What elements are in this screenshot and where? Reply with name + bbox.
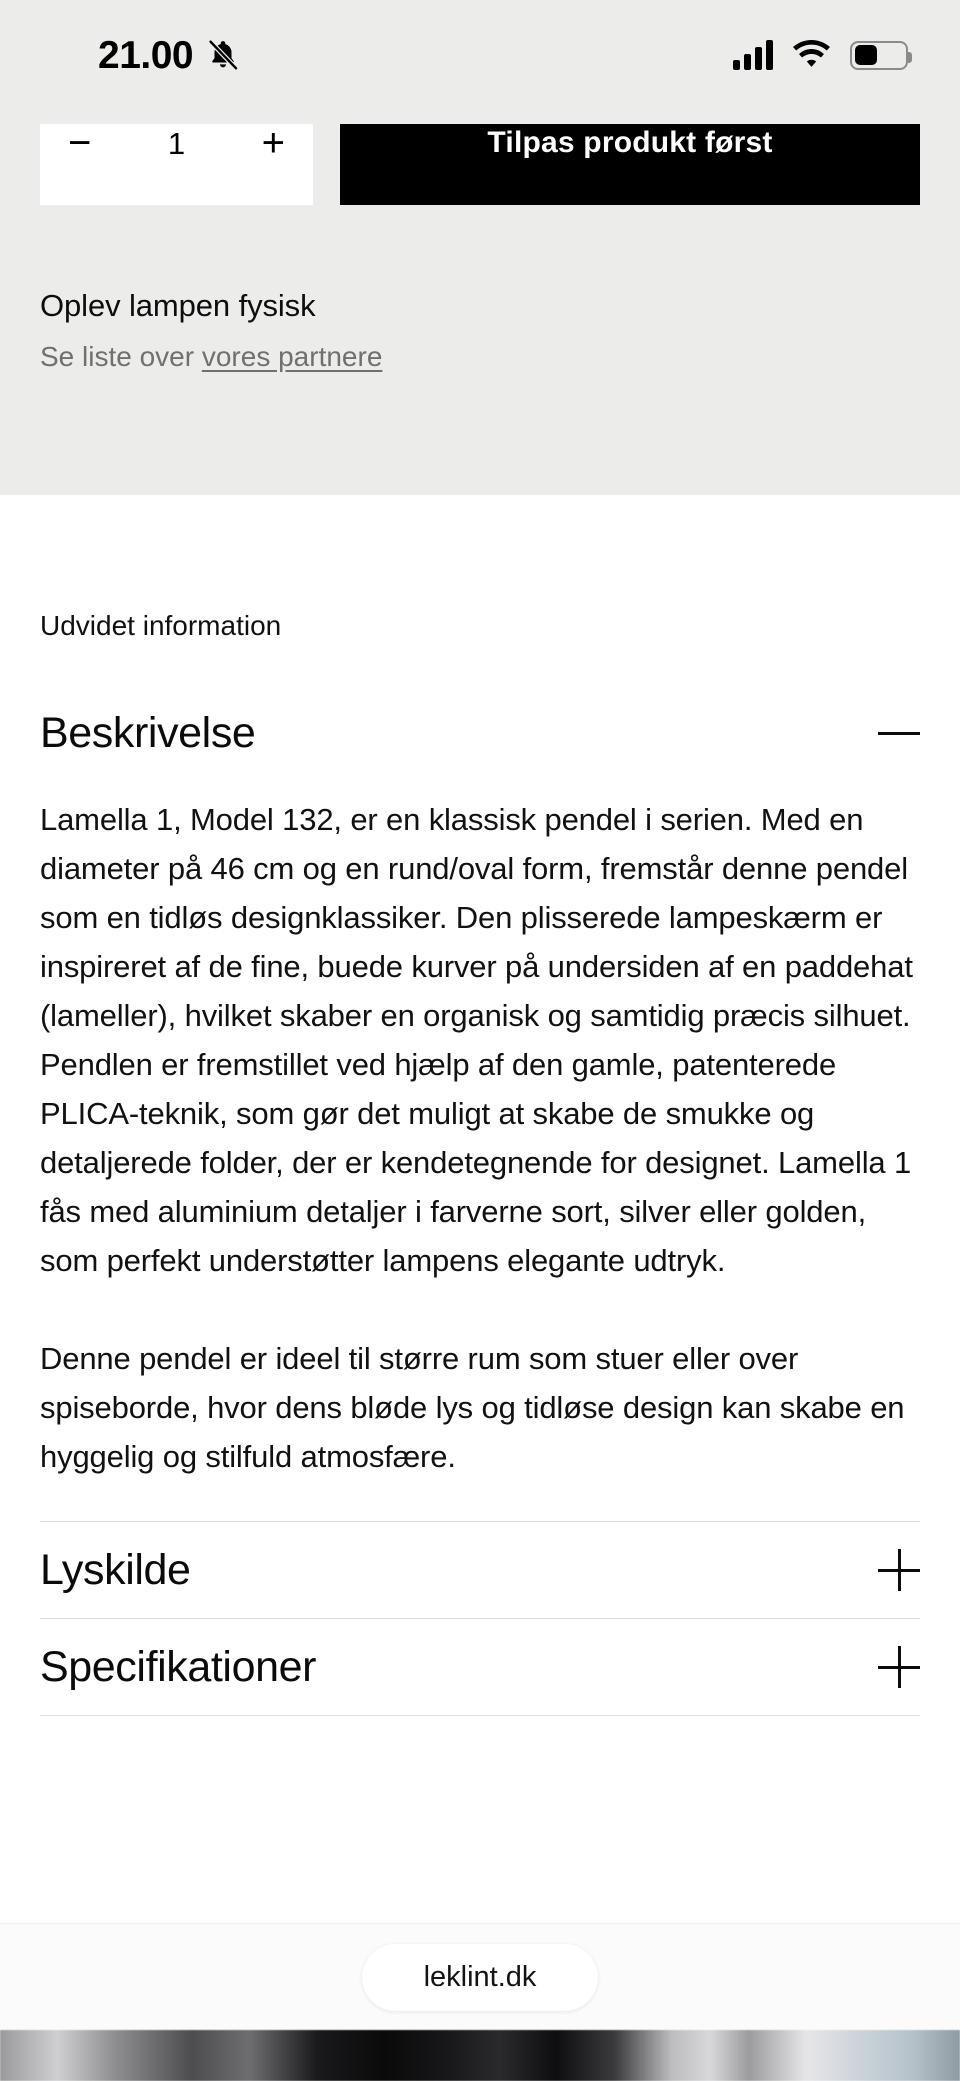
- description-paragraph-1: Lamella 1, Model 132, er en klassisk pendel i serien. Med en diameter på 46 cm og en rund/oval form, fremstår denne pendel som en tidløs designklassiker. Den plisserede lampeskærm er inspireret af de fine, buede kurver på undersiden af en paddehat (lameller), hvilket skaber en organisk og samtidig præcis silhuet. Pendlen er fremstillet ved hjælp af den gamle, patenterede PLICA-teknik, som gør det muligt at skabe de smukke og detaljerede folder, der er kendetegnende for designet. Lamella 1 fås med aluminium detaljer i farverne sort, silver eller golden, som perfekt understøtter lampens elegante udtryk.: [40, 802, 913, 1278]
- status-bar-right: [733, 40, 908, 70]
- customize-product-button[interactable]: Tilpas produkt først: [340, 124, 920, 205]
- quantity-value: 1: [167, 126, 186, 161]
- quantity-decrease-button[interactable]: −: [68, 121, 92, 165]
- physical-store-subtitle-prefix: Se liste over: [40, 341, 202, 372]
- physical-store-block: [40, 286, 920, 376]
- information-accordion: [40, 685, 920, 1716]
- physical-store-subtitle: [40, 338, 920, 376]
- description-paragraph-2: Denne pendel er ideel til større rum som stuer eller over spiseborde, hvor dens bløde lys og tidløse design kan skabe en hyggelig og stilfuld atmosfære.: [40, 1341, 905, 1474]
- status-clock: 21.00: [98, 33, 194, 77]
- accordion-item-beskrivelse: [40, 685, 920, 1521]
- battery-icon: [850, 41, 908, 70]
- accordion-title-lyskilde: Lyskilde: [40, 1546, 191, 1594]
- accordion-divider: [40, 1715, 920, 1716]
- quantity-stepper[interactable]: [40, 121, 313, 205]
- product-buy-panel: [0, 0, 960, 495]
- page-bottom-image-strip: [0, 2030, 960, 2081]
- accordion-header-beskrivelse[interactable]: [40, 685, 920, 781]
- status-bar: [0, 0, 960, 110]
- accordion-title-beskrivelse: Beskrivelse: [40, 709, 256, 757]
- accordion-header-lyskilde[interactable]: [40, 1522, 920, 1618]
- extended-information-eyebrow: Udvidet information: [40, 610, 282, 641]
- quantity-increase-button[interactable]: +: [261, 121, 285, 165]
- accordion-item-specifikationer: [40, 1619, 920, 1715]
- wifi-icon: [792, 40, 831, 70]
- buy-row: [40, 121, 920, 205]
- minus-icon[interactable]: [878, 712, 920, 754]
- battery-fill: [855, 45, 877, 65]
- bell-muted-icon: [206, 38, 240, 72]
- plus-icon[interactable]: [878, 1646, 920, 1688]
- browser-bottom-bar: [0, 1923, 960, 2030]
- physical-store-title: Oplev lampen fysisk: [40, 288, 316, 323]
- accordion-header-specifikationer[interactable]: [40, 1619, 920, 1715]
- status-bar-left: [98, 33, 240, 77]
- plus-icon[interactable]: [878, 1549, 920, 1591]
- partners-link[interactable]: vores partnere: [201, 341, 383, 372]
- accordion-item-lyskilde: [40, 1522, 920, 1618]
- accordion-body-beskrivelse: [40, 781, 920, 1521]
- url-bar[interactable]: leklint.dk: [362, 1944, 599, 2011]
- accordion-title-specifikationer: Specifikationer: [40, 1643, 317, 1691]
- cellular-signal-icon: [733, 40, 773, 70]
